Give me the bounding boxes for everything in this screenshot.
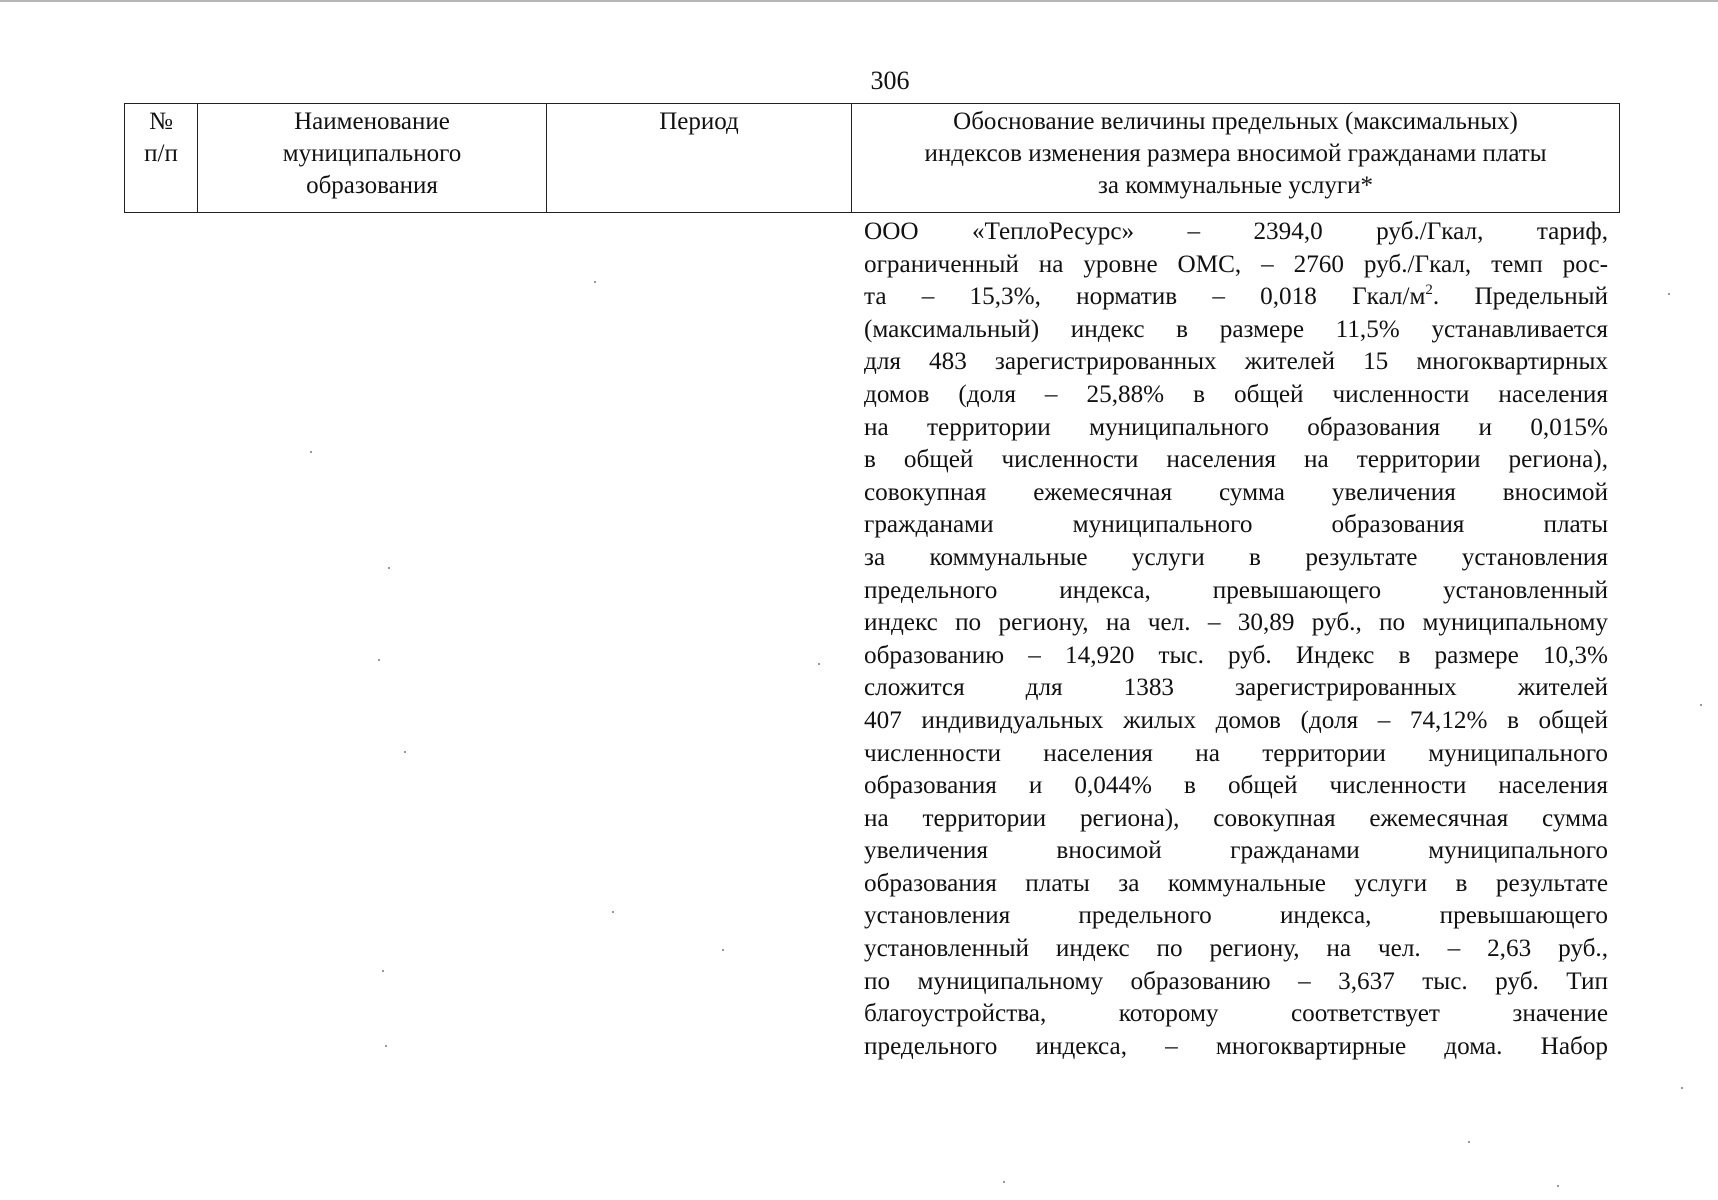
paragraph-line: по муниципальному образованию – 3,637 тыс. руб. Тип	[864, 967, 1608, 995]
paragraph-line: благоустройства, которому соответствует значение	[864, 1000, 1608, 1028]
paragraph-line: сложится для 1383 зарегистрированных жителей	[864, 674, 1608, 702]
page-number: 306	[870, 66, 910, 95]
paragraph-line: установленный индекс по региону, на чел. – 2,63 руб.,	[864, 935, 1608, 963]
header-basis-line: индексов изменения размера вносимой гражданами платы	[924, 140, 1547, 167]
scan-speck	[382, 970, 384, 972]
header-municipality-line: Наименование	[294, 108, 450, 135]
paragraph-line: на территории региона), совокупная ежемесячная сумма	[864, 804, 1608, 832]
paragraph-line: увеличения вносимой гражданами муниципального	[864, 837, 1608, 865]
basis-paragraph	[864, 216, 1608, 1063]
scan-speck	[310, 451, 312, 453]
header-table	[124, 103, 1620, 213]
scan-speck	[594, 281, 596, 283]
header-cell-basis	[852, 104, 1620, 213]
header-municipality-line: муниципального	[282, 140, 462, 167]
scan-speck	[818, 663, 820, 665]
header-basis-line: Обоснование величины предельных (максимальных)	[953, 108, 1518, 135]
paragraph-line: установления предельного индекса, превышающего	[864, 902, 1608, 930]
scan-speck	[378, 659, 380, 661]
scan-speck	[1468, 1141, 1470, 1143]
paragraph-line: образования платы за коммунальные услуги в результате	[864, 869, 1608, 897]
paragraph-line: совокупная ежемесячная сумма увеличения вносимой	[864, 478, 1608, 506]
header-cell-period	[547, 104, 852, 213]
paragraph-line: ограниченный на уровне ОМС, – 2760 руб./Гкал, темп рос-	[864, 250, 1608, 278]
header-period-line: Период	[659, 108, 739, 135]
header-municipality-line: образования	[306, 172, 438, 199]
paragraph-line: численности населения на территории муниципального	[864, 739, 1608, 767]
page-top-border	[0, 0, 1718, 2]
paragraph-line	[864, 281, 1608, 314]
superscript-square: 2	[1425, 282, 1433, 299]
scan-speck	[1557, 1185, 1559, 1187]
paragraph-line: индекс по региону, на чел. – 30,89 руб., по муниципальному	[864, 609, 1608, 637]
scan-speck	[612, 911, 614, 913]
paragraph-line-part: . Предельный	[1432, 283, 1608, 311]
paragraph-line: ООО «ТеплоРесурс» – 2394,0 руб./Гкал, тариф,	[864, 218, 1608, 245]
scan-speck	[1003, 1181, 1005, 1183]
scan-speck	[722, 949, 724, 951]
paragraph-line: в общей численности населения на территории региона),	[864, 446, 1608, 474]
scan-speck	[1681, 1087, 1683, 1089]
paragraph-line: предельного индекса, – многоквартирные дома. Набор	[864, 1032, 1608, 1060]
header-number-line: п/п	[144, 140, 178, 167]
paragraph-line: образования и 0,044% в общей численности населения	[864, 772, 1608, 800]
scan-speck	[388, 567, 390, 569]
header-cell-number	[125, 104, 198, 213]
scan-speck	[385, 1045, 387, 1047]
paragraph-line: гражданами муниципального образования платы	[864, 511, 1608, 539]
header-basis-line: за коммунальные услуги*	[1097, 172, 1374, 199]
paragraph-line: образованию – 14,920 тыс. руб. Индекс в размере 10,3%	[864, 641, 1608, 669]
header-cell-municipality	[198, 104, 547, 213]
paragraph-line: предельного индекса, превышающего установленный	[864, 576, 1608, 604]
paragraph-line-part: та – 15,3%, норматив – 0,018 Гкал/м	[864, 283, 1426, 311]
paragraph-line: 407 индивидуальных жилых домов (доля – 74,12% в общей	[864, 706, 1608, 734]
paragraph-line: за коммунальные услуги в результате установления	[864, 543, 1608, 571]
paragraph-line: (максимальный) индекс в размере 11,5% устанавливается	[864, 315, 1608, 343]
scan-speck	[1700, 704, 1702, 706]
scan-speck	[1668, 293, 1670, 295]
header-row	[125, 104, 1620, 213]
paragraph-line: на территории муниципального образования и 0,015%	[864, 413, 1608, 441]
header-number-line: №	[149, 108, 173, 135]
paragraph-line: для 483 зарегистрированных жителей 15 многоквартирных	[864, 348, 1608, 376]
paragraph-line: домов (доля – 25,88% в общей численности населения	[864, 380, 1608, 408]
scan-speck	[404, 751, 406, 753]
